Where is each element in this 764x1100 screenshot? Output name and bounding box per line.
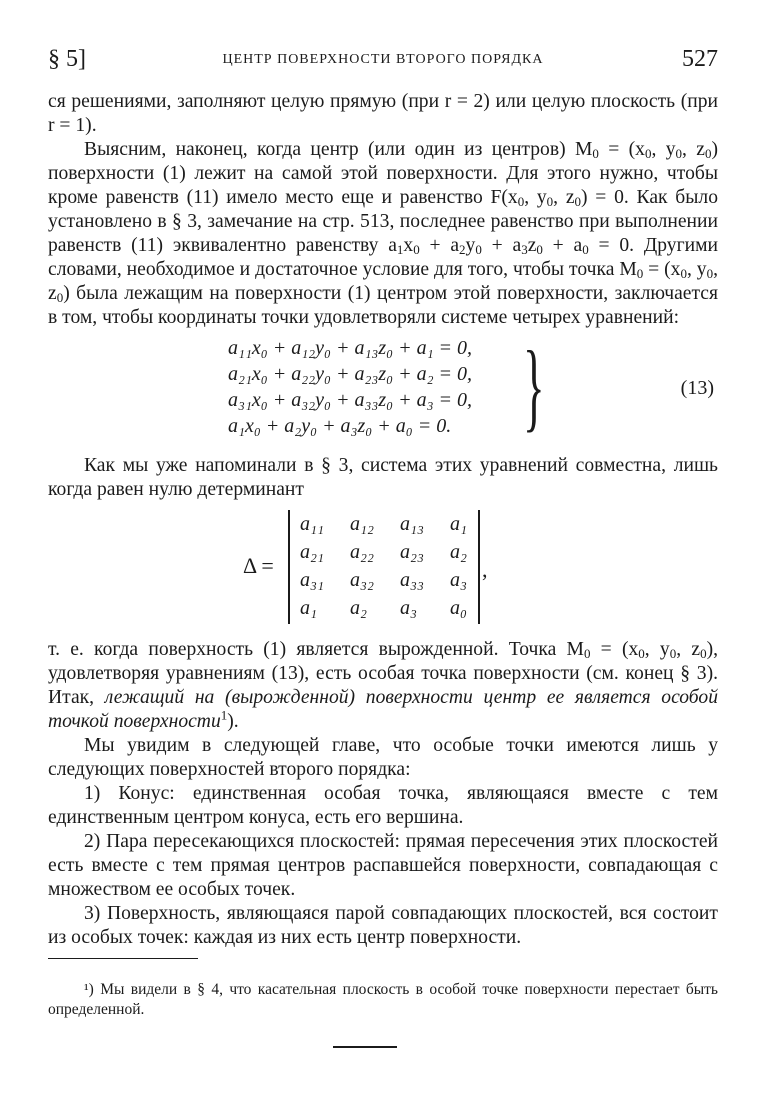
matrix-cell: a₁ — [450, 513, 467, 535]
equation-number: (13) — [680, 377, 714, 399]
footnote-text: Мы видели в § 4, что касательная плоскость в особой точке поверхности перестает быть определенной. — [48, 980, 718, 1018]
matrix-cell: a₂₁ — [300, 541, 324, 563]
equation-system-13 — [48, 330, 718, 444]
right-brace: } — [523, 330, 545, 441]
matrix-cell: a₃ — [400, 597, 417, 619]
equation-row: a₃₁x₀ + a₃₂y₀ + a₃₃z₀ + a₃ = 0, — [228, 389, 473, 411]
equation-row: a₁₁x₀ + a₁₂y₀ + a₁₃z₀ + a₁ = 0, — [228, 337, 473, 359]
running-title: ЦЕНТР ПОВЕРХНОСТИ ВТОРОГО ПОРЯДКА — [222, 52, 544, 67]
matrix-cell: a₃₃ — [400, 569, 424, 591]
paragraph-5: Мы увидим в следующей главе, что особые точки имеются лишь у следующих поверхностей второго порядка: — [48, 735, 718, 780]
matrix-cell: a₂₂ — [350, 541, 374, 563]
footnote-ref: 1 — [220, 707, 228, 723]
footnote — [48, 980, 718, 1020]
matrix-cell: a₃₁ — [300, 569, 324, 591]
matrix-cell: a₃ — [450, 569, 467, 591]
paragraph-3: Как мы уже напоминали в § 3, система этих уравнений совместна, лишь когда равен нулю детерминант — [48, 455, 718, 500]
matrix-cell: a₁₃ — [400, 513, 424, 535]
paragraph-1: ся решениями, заполняют целую прямую (при r = 2) или целую плоскость (при r = 1). — [48, 91, 718, 136]
determinant-comma: , — [482, 557, 488, 582]
matrix-cell: a₁₂ — [350, 513, 374, 535]
paragraph-4: т. е. когда поверхность (1) является вырожденной. Точка $M_0 = (x_0$, $y_0$, $z_0$), удовлетворяя уравнениям (13), есть особая точка поверхности (см. конец § 3). Итак, лежащий на (вырожденной) поверхности центр ее является особой точкой поверхности$^1$). — [48, 639, 719, 732]
matrix-cell: a₁ — [300, 597, 317, 619]
equation-row: a₂₁x₀ + a₂₂y₀ + a₂₃z₀ + a₂ = 0, — [228, 363, 473, 385]
determinant-lhs: Δ = — [243, 553, 274, 578]
section-ref: § 5] — [48, 46, 86, 72]
list-item-1: 1) Конус: единственная особая точка, являющаяся вместе с тем единственным центром конуса, есть его вершина. — [48, 783, 718, 828]
paragraph-2: Выясним, наконец, когда центр (или один из центров) $M_0 = (x_0$, $y_0$, $z_0$) поверхности (1) лежит на самой этой поверхности. Для этого нужно, чтобы кроме равенств (11) имело место еще и равенство $F(x_0$, $y_0$, $z_0) = 0$. Как было установлено в § 3, замечание на стр. 513, последнее равенство при выполнении равенств (11) эквивалентно равенству $a_1x_0 + a_2y_0 + a_3z_0 + a_0 = 0$. Другими словами, необходимое и достаточное условие для того, чтобы точка $M_0 = (x_0$, $y_0$, $z_0$) была лежащим на поверхности (1) центром этой поверхности, заключается в том, чтобы координаты точки удовлетворяли системе четырех уравнений: — [48, 139, 719, 328]
list-item-3: 3) Поверхность, являющаяся парой совпадающих плоскостей, вся состоит из особых точек: каждая из них есть центр поверхности. — [48, 903, 718, 948]
matrix-cell: a₂₃ — [400, 541, 424, 563]
list-item-2: 2) Пара пересекающихся плоскостей: прямая пересечения этих плоскостей есть вместе с тем прямая центров распавшейся поверхности, совпадающая с множеством ее особых точек. — [48, 831, 718, 900]
page-number: 527 — [682, 46, 718, 72]
matrix-cell: a₂ — [450, 541, 467, 563]
end-rule — [333, 1046, 397, 1048]
matrix-cell: a₁₁ — [300, 513, 324, 535]
footnote-mark: ¹) — [84, 980, 94, 998]
determinant-left-bar — [288, 510, 290, 624]
page-body — [48, 90, 718, 950]
matrix-cell: a₀ — [450, 597, 467, 619]
matrix-cell: a₃₂ — [350, 569, 374, 591]
equation-row: a₁x₀ + a₂y₀ + a₃z₀ + a₀ = 0. — [228, 415, 452, 437]
italic-statement: лежащий на (вырожденной) поверхности центр ее является особой точкой поверхности — [48, 687, 718, 732]
matrix-cell: a₂ — [350, 597, 367, 619]
determinant — [48, 508, 718, 630]
footnote-rule — [48, 958, 198, 959]
determinant-right-bar — [478, 510, 480, 624]
determinant-matrix — [296, 510, 496, 622]
page-header — [48, 46, 718, 78]
